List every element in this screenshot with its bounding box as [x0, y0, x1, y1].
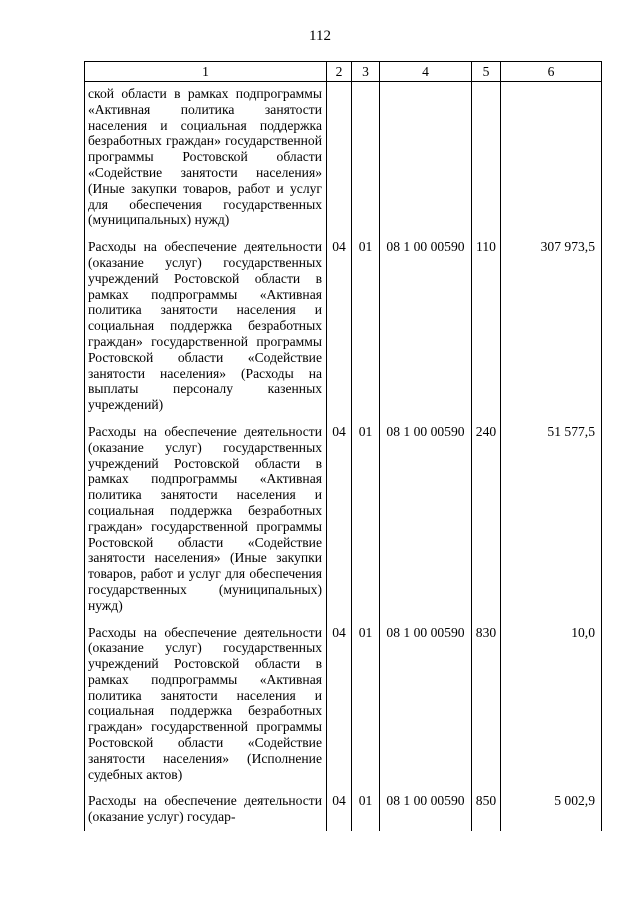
row-description: Расходы на обеспечение деятельности (оказание услуг) государственных учреждений Ростовской области в рамках подпрограммы «Активная политика занятости населения и социальная поддержка безработных граждан» государственной программы Ростовской области «Содействие занятости населения» (Исполнение судебных актов) [85, 620, 327, 789]
table-row [85, 620, 602, 789]
row-amount: 307 973,5 [501, 234, 602, 419]
row-description: Расходы на обеспечение деятельности (оказание услуг) государственных учреждений Ростовской области в рамках подпрограммы «Активная политика занятости населения и социальная поддержка безработных граждан» государственной программы Ростовской области «Содействие занятости населения» (Иные закупки товаров, работ и услуг для обеспечения государственных (муниципальных) нужд) [85, 419, 327, 620]
row-subsection-code: 01 [352, 419, 380, 620]
row-subsection-code [352, 82, 380, 235]
row-ministry-code: 04 [327, 620, 352, 789]
row-target-article: 08 1 00 00590 [380, 419, 472, 620]
row-expense-type: 830 [472, 620, 501, 789]
row-ministry-code [327, 82, 352, 235]
table-header-row [85, 62, 602, 82]
row-subsection-code: 01 [352, 234, 380, 419]
row-amount: 5 002,9 [501, 788, 602, 831]
header-col-4: 4 [380, 62, 472, 82]
row-description: Расходы на обеспечение деятельности (оказание услуг) государственных учреждений Ростовской области в рамках подпрограммы «Активная политика занятости населения и социальная поддержка безработных граждан» государственной программы Ростовской области «Содействие занятости населения» (Расходы на выплаты персоналу казенных учреждений) [85, 234, 327, 419]
page-number: 112 [309, 28, 331, 44]
row-amount [501, 82, 602, 235]
row-expense-type: 240 [472, 419, 501, 620]
row-amount: 10,0 [501, 620, 602, 789]
table-row [85, 82, 602, 235]
header-col-1: 1 [85, 62, 327, 82]
row-target-article: 08 1 00 00590 [380, 788, 472, 831]
row-expense-type [472, 82, 501, 235]
table-row [85, 234, 602, 419]
row-amount: 51 577,5 [501, 419, 602, 620]
row-target-article: 08 1 00 00590 [380, 234, 472, 419]
header-col-6: 6 [501, 62, 602, 82]
row-ministry-code: 04 [327, 419, 352, 620]
budget-table [84, 61, 602, 831]
row-target-article: 08 1 00 00590 [380, 620, 472, 789]
row-description: ской области в рамках подпрограммы «Активная политика занятости населения и социальная поддержка безработных граждан» государственной программы Ростовской области «Содействие занятости населения» (Иные закупки товаров, работ и услуг для обеспечения государственных (муниципальных) нужд) [85, 82, 327, 235]
row-subsection-code: 01 [352, 788, 380, 831]
table-row [85, 419, 602, 620]
header-col-2: 2 [327, 62, 352, 82]
row-subsection-code: 01 [352, 620, 380, 789]
header-col-3: 3 [352, 62, 380, 82]
row-target-article [380, 82, 472, 235]
row-ministry-code: 04 [327, 234, 352, 419]
row-expense-type: 850 [472, 788, 501, 831]
row-description: Расходы на обеспечение деятельности (оказание услуг) государ- [85, 788, 327, 831]
header-col-5: 5 [472, 62, 501, 82]
row-expense-type: 110 [472, 234, 501, 419]
table-row [85, 788, 602, 831]
row-ministry-code: 04 [327, 788, 352, 831]
